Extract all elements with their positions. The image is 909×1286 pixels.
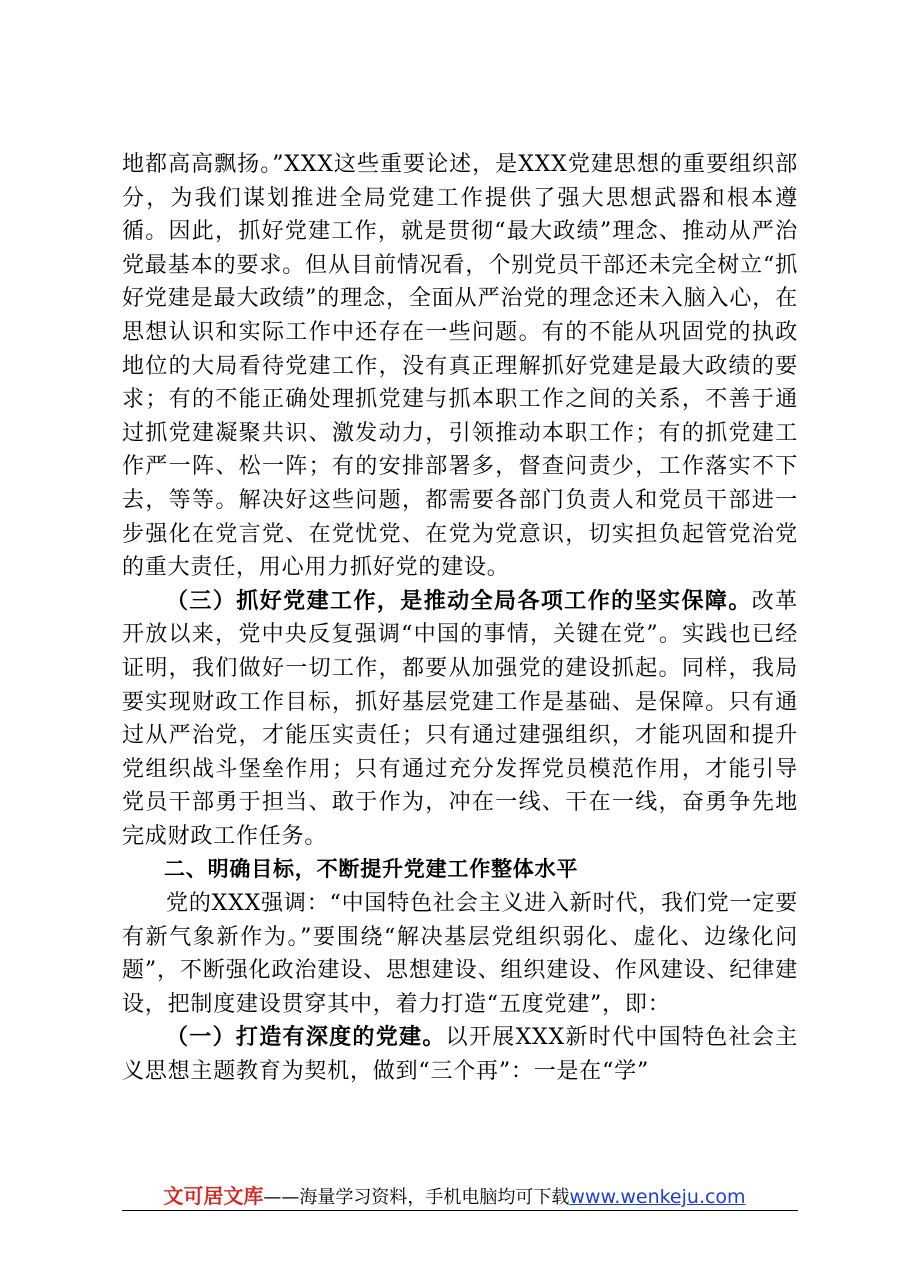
footer-tagline: ——海量学习资料，手机电脑均可下载 bbox=[263, 1187, 570, 1208]
paragraph-3: 党的XXX强调：“中国特色社会主义进入新时代，我们党一定要有新气象新作为。”要围绕“解决基层党组织弱化、虚化、边缘化问题”，不断强化政治建设、思想建设、组织建设、作风建设、纪律建设，把制度建设贯穿其中，着力打造“五度党建”，即： bbox=[122, 891, 798, 1017]
paragraph-2-text: 改革开放以来，党中央反复强调“中国的事情，关键在党”。实践也已经证明，我们做好一切工作，都要从加强党的建设抓起。同样，我局要实现财政工作目标，抓好基层党建工作是基础、是保障。只有通过从严治党，才能压实责任；只有通过建强组织，才能巩固和提升党组织战斗堡垒作用；只有通过充分发挥党员模范作用，才能引导党员干部勇于担当、敢于作为，冲在一线、干在一线，奋勇争先地完成财政工作任务。 bbox=[122, 588, 798, 849]
subheading-1: （一）打造有深度的党建。 bbox=[166, 1024, 446, 1051]
footer-divider bbox=[122, 1210, 798, 1211]
paragraph-4 bbox=[122, 1021, 798, 1088]
document-body bbox=[122, 148, 798, 1089]
footer-link[interactable]: www.wenkeju.com bbox=[569, 1186, 746, 1208]
footer-brand: 文可居文库 bbox=[163, 1184, 264, 1208]
paragraph-1: 地都高高飘扬。”XXX这些重要论述，是XXX党建思想的重要组织部分，为我们谋划推进全局党建工作提供了强大思想武器和根本遵循。因此，抓好党建工作，就是贯彻“最大政绩”理念、推动从严治党最基本的要求。但从目前情况看，个别党员干部还未完全树立“抓好党建是最大政绩”的理念，全面从严治党的理念还未入脑入心，在思想认识和实际工作中还存在一些问题。有的不能从巩固党的执政地位的大局看待党建工作，没有真正理解抓好党建是最大政绩的要求；有的不能正确处理抓党建与抓本职工作之间的关系，不善于通过抓党建凝聚共识、激发动力，引领推动本职工作；有的抓党建工作严一阵、松一阵；有的安排部署多，督查问责少，工作落实不下去，等等。解决好这些问题，都需要各部门负责人和党员干部进一步强化在党言党、在党忧党、在党为党意识，切实担负起管党治党的重大责任，用心用力抓好党的建设。 bbox=[122, 152, 798, 581]
footer-banner bbox=[0, 1180, 909, 1209]
subheading-3: （三）抓好党建工作，是推动全局各项工作的坚实保障。 bbox=[166, 587, 752, 614]
section-heading-2: 二、明确目标，不断提升党建工作整体水平 bbox=[164, 857, 579, 882]
paragraph-4-text: 以开展XXX新时代中国特色社会主义思想主题教育为契机，做到“三个再”：一是在“学” bbox=[122, 1025, 798, 1085]
paragraph-2 bbox=[122, 585, 798, 854]
